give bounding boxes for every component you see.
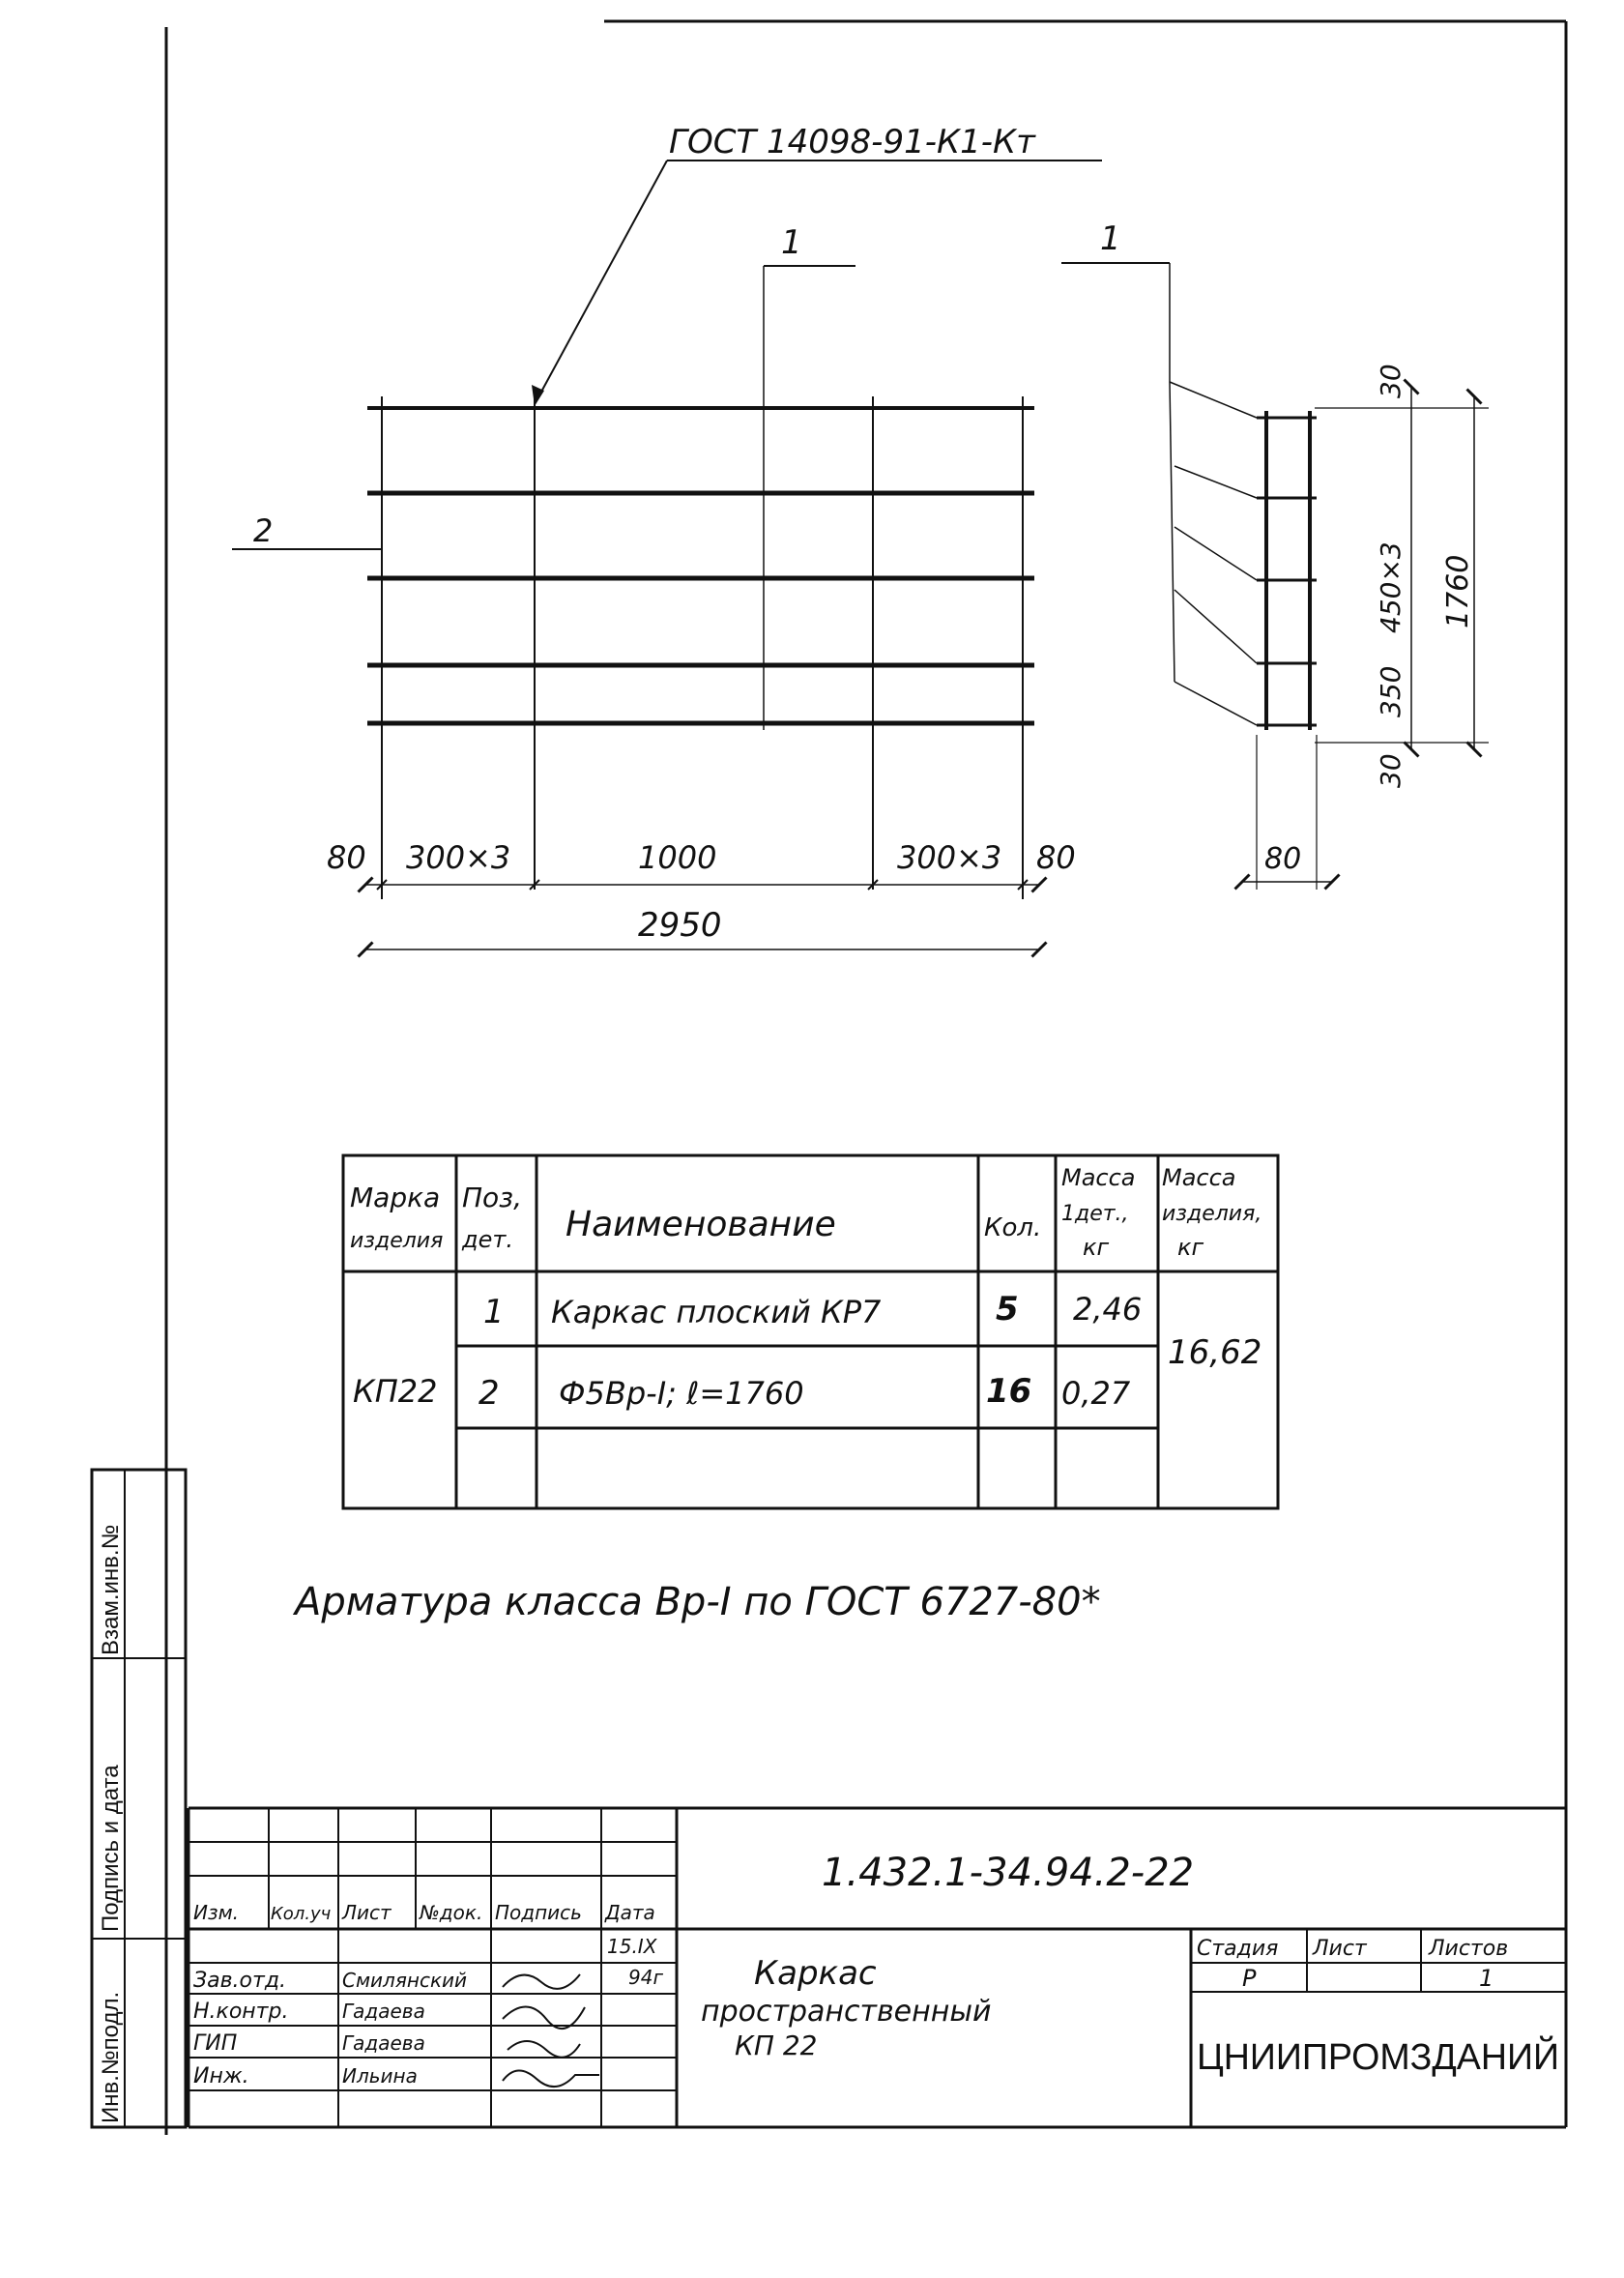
dim-section-low: 350 (1375, 665, 1406, 717)
dim-bay-right: 300×3 (897, 839, 1002, 876)
dim-section-top: 30 (1375, 364, 1406, 398)
col-koluch: Кол.уч (271, 1904, 332, 1924)
row2-mass: 0,27 (1061, 1375, 1131, 1412)
row1-mass: 2,46 (1073, 1291, 1143, 1328)
name-2: Гадаева (342, 2031, 425, 2055)
stamp-inv-orig: Инв.№подл. (98, 1991, 124, 2123)
signatures (503, 1974, 599, 2087)
hdr-mass-total-2: изделия, (1162, 1202, 1262, 1226)
sheets-label: Листов (1429, 1937, 1509, 1961)
hdr-mark-2: изделия (350, 1229, 444, 1253)
row2-pos: 2 (478, 1374, 500, 1413)
hdr-name: Наименование (566, 1205, 836, 1244)
row2-name: Ф5Вр-I; ℓ=1760 (559, 1375, 804, 1412)
role-1: Н.контр. (193, 2000, 289, 2024)
dim-edge-right: 80 (1036, 839, 1076, 876)
doc-code: 1.432.1-34.94.2-22 (822, 1851, 1195, 1895)
role-0: Зав.отд. (193, 1969, 287, 1993)
hdr-pos-1: Поз, (462, 1182, 522, 1213)
stamp-replace-inv: Взам.инв.№ (98, 1524, 124, 1655)
dim-section-mid: 450×3 (1375, 541, 1406, 633)
col-podpis: Подпись (495, 1901, 582, 1924)
cell-product-mass: 16,62 (1168, 1333, 1262, 1372)
title-line-2: пространственный (701, 1995, 992, 2029)
row1-qty: 5 (996, 1290, 1019, 1329)
col-ndok: №док. (420, 1901, 483, 1924)
hdr-mass-total-3: кг (1177, 1234, 1204, 1261)
title-block (188, 1808, 1566, 2127)
dim-section-width: 80 (1264, 842, 1302, 876)
col-izm: Изм. (193, 1901, 240, 1924)
cell-product-mark: КП22 (353, 1373, 438, 1410)
row2-qty: 16 (986, 1372, 1032, 1411)
col-list: Лист (342, 1901, 392, 1924)
reinforcement-note: Арматура класса Вр-I по ГОСТ 6727-80* (295, 1580, 1101, 1624)
row1-pos: 1 (483, 1293, 505, 1331)
hdr-mass-unit-1: Масса (1061, 1164, 1136, 1191)
plan-dimensions (327, 839, 1076, 949)
dim-edge-left: 80 (327, 839, 366, 876)
role-3: Инж. (193, 2064, 249, 2088)
name-1: Гадаева (342, 2000, 425, 2023)
stamp-sign-date: Подпись и дата (98, 1765, 124, 1932)
dim-total: 2950 (638, 906, 722, 945)
dim-middle: 1000 (638, 839, 717, 876)
name-3: Ильина (342, 2064, 418, 2088)
hdr-mark-1: Марка (350, 1182, 441, 1213)
leader (532, 123, 1102, 406)
hdr-mass-unit-3: кг (1083, 1234, 1110, 1261)
date-line-2: 94г (628, 1966, 663, 1989)
col-data: Дата (605, 1901, 655, 1924)
title-line-1: Каркас (754, 1954, 877, 1993)
sheets-value: 1 (1479, 1965, 1494, 1992)
hdr-mass-unit-2: 1дет., (1061, 1202, 1129, 1226)
stage-label: Стадия (1197, 1937, 1279, 1961)
date-line-1: 15.IX (607, 1935, 657, 1958)
hdr-mass-total-1: Масса (1162, 1164, 1236, 1191)
dim-bay-left: 300×3 (406, 839, 511, 876)
plan-view (232, 396, 1034, 899)
row1-name: Каркас плоский КР7 (551, 1294, 882, 1330)
section-marks (764, 219, 1257, 730)
side-stamp (92, 1470, 186, 2127)
spec-table (343, 1155, 1278, 1508)
role-2: ГИП (193, 2031, 238, 2056)
position-mark: 2 (253, 512, 274, 549)
section-mark-left: 1 (781, 223, 802, 262)
dim-section-bottom: 30 (1375, 753, 1406, 788)
section-mark-right: 1 (1100, 219, 1121, 258)
leader-label: ГОСТ 14098-91-К1-Кт (669, 123, 1035, 161)
hdr-qty: Кол. (984, 1213, 1042, 1242)
dim-section-height: 1760 (1441, 554, 1475, 628)
sheet-frame (166, 21, 1566, 2135)
title-line-3: КП 22 (735, 2030, 818, 2061)
sheet-label: Лист (1313, 1937, 1367, 1961)
stage-value: Р (1242, 1965, 1257, 1992)
org-name: ЦНИИПРОМЗДАНИЙ (1197, 2037, 1564, 2078)
section-view (1242, 364, 1489, 890)
name-0: Смилянский (342, 1969, 468, 1992)
hdr-pos-2: дет. (462, 1226, 513, 1253)
